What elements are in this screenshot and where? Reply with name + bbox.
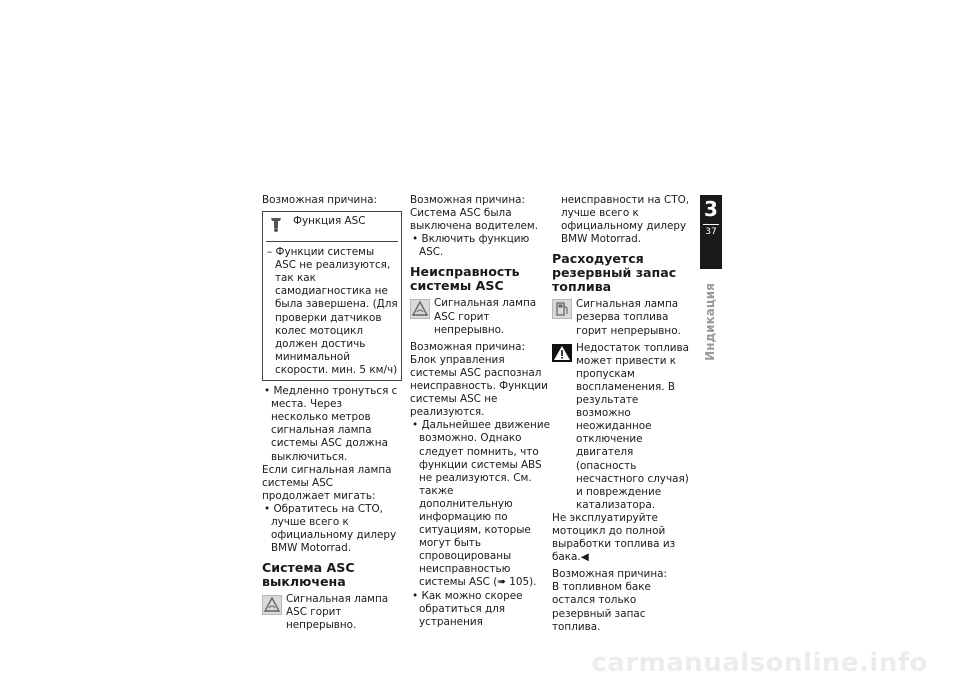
- para-1: Если сигнальная лампа системы ASC продолжает мигать:: [262, 463, 392, 502]
- cause-label: Возможная причина:: [410, 194, 525, 206]
- asc-lamp-text: Сигнальная лампа ASC горит непрерывно.: [286, 593, 389, 632]
- section-heading-asc-off: Система ASC выключена: [262, 560, 355, 590]
- bullet-1-text: Включить функцию ASC.: [419, 233, 530, 259]
- fuel-lamp-row: [552, 298, 692, 337]
- para-1: В топливном баке остался только резервный запас топлива.: [552, 581, 651, 633]
- cause-label: Возможная причина:: [262, 194, 377, 206]
- chapter-number: 3: [704, 197, 718, 221]
- bullet-2-text: Обратитесь на СТО, лучше всего к официальному дилеру BMW Motorrad.: [271, 502, 397, 555]
- chapter-side-label: [698, 283, 722, 361]
- warning-text: Недостаток топлива может привести к пропускам воспламенения. В результате возможно неожиданное отключение двигателя (опасность несчастного случая) и повреждение катализатора.: [576, 341, 689, 511]
- note-header: [266, 212, 398, 242]
- bullet-2-text: Дальнейшее движение возможно. Однако следует помнить, что функции системы ABS не реализуются. См. также дополнительную информацию по ситуациям, которые могут быть спровоцированы неисправностью системы ASC (➠ 105).: [419, 419, 550, 589]
- column-3: [552, 194, 692, 634]
- chapter-title: Индикация: [703, 283, 717, 361]
- fuel-lamp-text: Сигнальная лампа резерва топлива горит непрерывно.: [576, 298, 681, 337]
- cause-label: Возможная причина:: [552, 568, 667, 581]
- para-1: Система ASC была выключена водителем.: [410, 207, 539, 233]
- fuel-pump-icon: [552, 299, 572, 319]
- asc-lamp-row: [262, 593, 402, 632]
- bullet-1: • Медленно тронуться с места. Через несколько метров сигнальная лампа системы ASC должна выключиться.: [264, 385, 398, 463]
- tab-divider: [703, 224, 719, 225]
- asc-lamp-row: [410, 297, 550, 336]
- bullet-1-text: Медленно тронуться с места. Через несколько метров сигнальная лампа системы ASC должна выключиться.: [271, 385, 398, 463]
- bullet-2: • Дальнейшее движение возможно. Однако следует помнить, что функции системы ABS не реализуются. См. также дополнительную информацию по ситуациям, которые могут быть спровоцированы неисправностью системы ASC (➠ 105).: [412, 419, 550, 589]
- note-body-text: Функции системы ASC не реализуются, так как самодиагностика не была завершена. (Для проверки датчиков колес мотоцикл должен достичь минимальной скорости. мин. 5 км/ч): [275, 246, 398, 376]
- page-number: 37: [705, 227, 717, 237]
- note-title: Функция ASC: [293, 215, 366, 228]
- bullet-2: • Обратитесь на СТО, лучше всего к официальному дилеру BMW Motorrad.: [264, 502, 397, 555]
- warning-triangle-icon: [552, 344, 572, 362]
- asc-warning-triangle-icon: [262, 595, 282, 615]
- cause-label-2: Возможная причина:: [410, 340, 525, 353]
- note-body: – Функции системы ASC не реализуются, так как самодиагностика не была завершена. (Для проверки датчиков колес мотоцикл должен достичь минимальной скорости. мин. 5 км/ч): [267, 246, 398, 376]
- watermark: carmanualsonline.info: [591, 648, 928, 678]
- asc-lamp-text: Сигнальная лампа ASC горит непрерывно.: [434, 297, 537, 336]
- asc-warning-triangle-icon: [410, 299, 430, 319]
- motorcycle-asc-icon: [267, 215, 285, 233]
- section-heading-fuel-reserve: Расходуется резервный запас топлива: [552, 251, 677, 295]
- warning-text-2: Не эксплуатируйте мотоцикл до полной выработки топлива из бака.◀: [552, 511, 676, 564]
- column-2: [410, 194, 550, 629]
- fuel-warning-block: [552, 342, 692, 512]
- para-2: Блок управления системы ASC распознал неисправность. Функции системы ASC не реализуются.: [410, 353, 548, 419]
- section-heading-asc-fault: Неисправность системы ASC: [410, 264, 520, 294]
- chapter-tab: [700, 195, 722, 269]
- bullet-1: • Включить функцию ASC.: [412, 233, 530, 259]
- bullet-3-text: Как можно скорее обратиться для устранения: [419, 589, 523, 628]
- asc-note-box: [262, 211, 402, 381]
- continuation-text: неисправности на СТО, лучше всего к официальному дилеру BMW Motorrad.: [561, 194, 690, 246]
- bullet-3: • Как можно скорее обратиться для устранения: [412, 589, 523, 628]
- column-1: [262, 194, 402, 633]
